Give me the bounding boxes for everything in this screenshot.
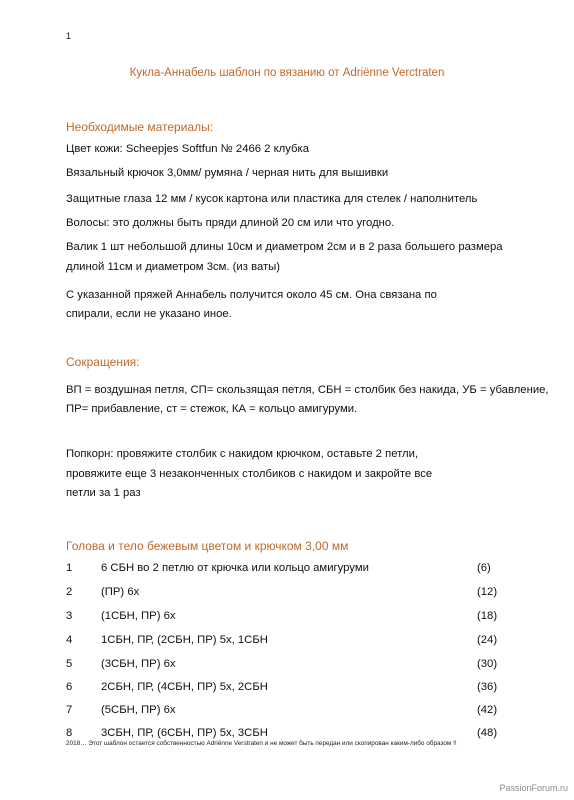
row-instruction: (ПР) 6х [101, 586, 140, 598]
row-stitch-count: (18) [477, 610, 498, 622]
abbreviations-heading: Сокращения: [66, 355, 140, 369]
row-stitch-count: (12) [477, 586, 498, 598]
page-number: 1 [66, 31, 72, 41]
materials-line: длиной 11см и диаметром 3см. (из ваты) [66, 261, 281, 273]
pattern-row [66, 704, 506, 724]
row-number: 7 [66, 704, 73, 716]
row-stitch-count: (24) [477, 634, 498, 646]
document-title: Кукла-Аннабель шаблон по вязанию от Adriënne Verctraten [129, 67, 445, 79]
materials-line: Валик 1 шт небольшой длины 10см и диаметром 2см и в 2 раза большего размера [66, 241, 503, 253]
pattern-row [66, 634, 506, 654]
row-number: 8 [66, 727, 73, 739]
popcorn-line: петли за 1 раз [66, 487, 141, 499]
row-stitch-count: (48) [477, 727, 498, 739]
row-instruction: 2СБН, ПР, (4СБН, ПР) 5х, 2СБН [101, 681, 268, 693]
row-number: 6 [66, 681, 73, 693]
row-number: 1 [66, 562, 73, 574]
materials-line: Волосы: это должны быть пряди длиной 20 см или что угодно. [66, 217, 395, 229]
row-number: 5 [66, 658, 73, 670]
row-number: 3 [66, 610, 73, 622]
row-stitch-count: (30) [477, 658, 498, 670]
row-instruction: 6 СБН во 2 петлю от крючка или кольцо амигуруми [101, 562, 369, 574]
site-watermark: PassionForum.ru [499, 783, 568, 793]
row-number: 4 [66, 634, 73, 646]
abbreviations-line: ПР= прибавление, ст = стежок, КА = кольцо амигуруми. [66, 403, 358, 415]
pattern-heading: Голова и тело бежевым цветом и крючком 3,00 мм [66, 539, 349, 553]
row-number: 2 [66, 586, 73, 598]
copyright-footer: 2018… Этот шаблон остается собственностью Adriënne Verstraten и не может быть передан или скопирован каким-либо образом !! [66, 740, 457, 747]
row-instruction: (3СБН, ПР) 6х [101, 658, 176, 670]
pattern-row [66, 658, 506, 678]
materials-line: С указанной пряжей Аннабель получится около 45 см. Она связана по [66, 289, 437, 301]
pattern-row [66, 610, 506, 630]
row-instruction: (5СБН, ПР) 6х [101, 704, 176, 716]
row-instruction: (1СБН, ПР) 6х [101, 610, 176, 622]
materials-heading: Необходимые материалы: [66, 120, 214, 134]
popcorn-line: провяжите еще 3 незаконченных столбиков с накидом и закройте все [66, 468, 433, 480]
pattern-row [66, 681, 506, 701]
row-stitch-count: (36) [477, 681, 498, 693]
row-stitch-count: (6) [477, 562, 491, 574]
popcorn-line: Попкорн: провяжите столбик с накидом крючком, оставьте 2 петли, [66, 448, 419, 460]
materials-line: Защитные глаза 12 мм / кусок картона или пластика для стелек / наполнитель [66, 193, 478, 205]
row-instruction: 1СБН, ПР, (2СБН, ПР) 5х, 1СБН [101, 634, 268, 646]
pattern-row [66, 562, 506, 582]
abbreviations-line: ВП = воздушная петля, СП= скользящая петля, СБН = столбик без накида, УБ = убавление, [66, 384, 549, 396]
row-instruction: 3СБН, ПР, (6СБН, ПР) 5х, 3СБН [101, 727, 268, 739]
materials-line: Цвет кожи: Scheepjes Softfun № 2466 2 клубка [66, 143, 309, 155]
pattern-row [66, 586, 506, 606]
materials-line: спирали, если не указано иное. [66, 308, 232, 320]
row-stitch-count: (42) [477, 704, 498, 716]
materials-line: Вязальный крючок 3,0мм/ румяна / черная нить для вышивки [66, 167, 389, 179]
